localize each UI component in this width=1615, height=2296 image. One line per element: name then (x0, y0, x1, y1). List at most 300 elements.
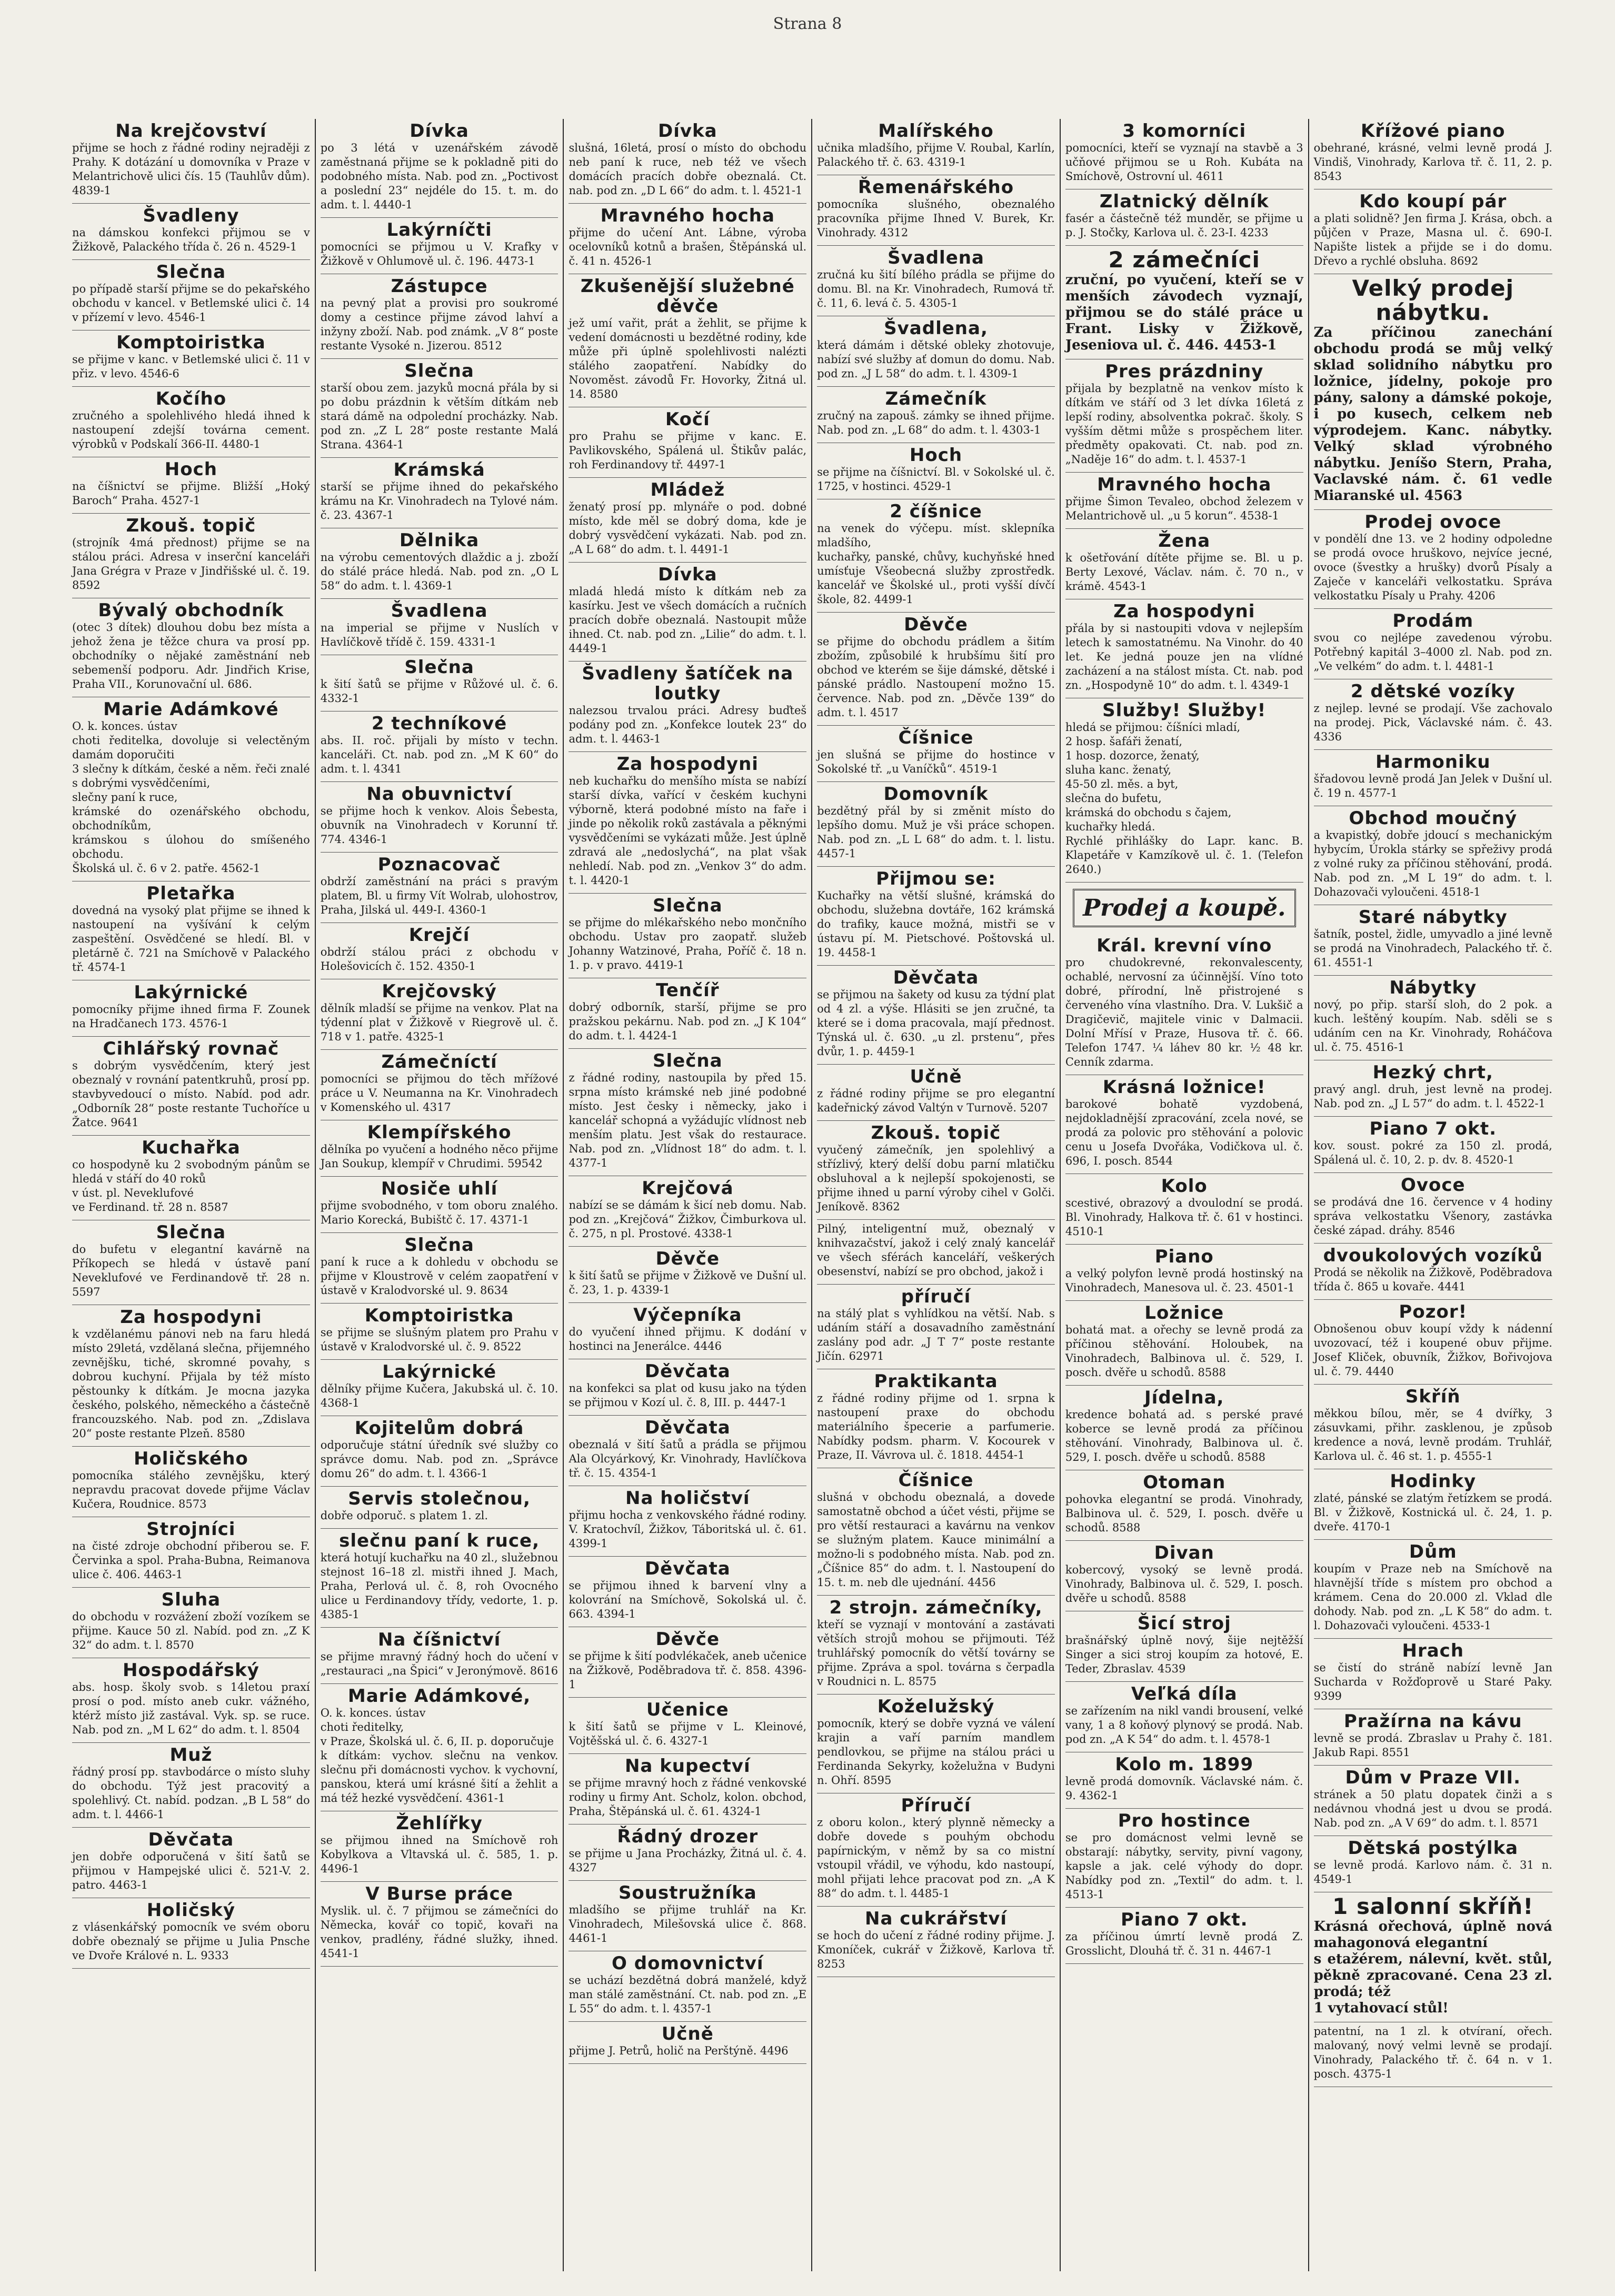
ad-body: se zařízením na nikl vandi brousení, velké vany, 1 a 8 koňový plynový se prodá. Nab. pod zn. „A K 54“ do adm. t. l. 4578-1 (1065, 1705, 1303, 1746)
ad-body: učnika mladšího, přijme V. Roubal, Karlín, Palackého tř. č. 63. 4319-1 (817, 142, 1055, 168)
ad-body: obehrané, krásné, velmi levně prodá J. Vindiš, Vinohrady, Karlova tř. č. 11, 2. p. 8543 (1313, 142, 1552, 183)
ad-body: obdrží stálou práci z obchodu v Holešovicích č. 152. 4350-1 (320, 946, 559, 972)
ad-heading: Na cukrářství (865, 1908, 1008, 1929)
ad-heading: slečnu paní k ruce, (339, 1530, 540, 1551)
ad-heading: Divan (1154, 1542, 1214, 1563)
classified-ad (321, 655, 559, 711)
classified-ad (321, 1050, 559, 1120)
ad-heading: Učně (910, 1066, 962, 1087)
ad-body: a velký polyfon levně prodá hostinský na Vinohradech, Manesova ul. č. 23. 4501-1 (1065, 1267, 1303, 1294)
ad-heading: Ovoce (1400, 1175, 1466, 1196)
ad-heading: Kuchařka (142, 1137, 241, 1158)
classified-ad (569, 1557, 806, 1627)
ad-body: na dámskou konfekci přijmou se v Žižkově, Palackého třída č. 26 n. 4529-1 (72, 226, 310, 253)
classified-ad (817, 119, 1055, 175)
classified-ad (1314, 1300, 1552, 1385)
ad-heading: Mravného hocha (600, 205, 775, 226)
ad-body: se přijmou ihned k barvení vlny a kolovrání na Smíchově, Sokolská ul. č. 663. 4394-1 (569, 1579, 807, 1620)
ad-heading: Děvčata (644, 1417, 731, 1438)
ad-heading: Číšnice (898, 1470, 974, 1491)
classified-ad (72, 1588, 310, 1658)
ad-heading: Děvčata (148, 1829, 234, 1850)
ad-heading: Příručí (901, 1795, 971, 1816)
ad-body: Za příčinou zanechání obchodu prodá se můj velký sklad solidního nábytku pro ložnice, jídelny, pokoje pro pány, salony a dámské pokoje, i po kusech, celkem neb výprodejem. Kanc. nábytky. Velký sklad výrobného nábytku. Jeníšo Stern, Praha, Vaclavské nám. č. 61 vedle Miaranské ul. 4563 (1313, 325, 1552, 504)
ad-heading: Dívka (657, 564, 717, 585)
classified-ad (1314, 1709, 1552, 1766)
classified-ad (1314, 905, 1552, 976)
ad-heading: Výčepníka (633, 1305, 742, 1326)
ad-heading: Dům v Praze VII. (1345, 1767, 1521, 1788)
ad-body: přijme se hoch z řádné rodiny nejraději z Prahy. K dotázání u domovníka v Praze v Melantrichově ulici čís. 15 (Tauhlův dům). 4839-1 (72, 142, 310, 197)
classified-ad (569, 1416, 806, 1486)
classified-ad (569, 119, 806, 204)
classified-ad (72, 1136, 310, 1220)
classified-ad (1065, 1682, 1303, 1752)
ad-heading: Za hospodyni (120, 1307, 262, 1328)
classified-ad (321, 1628, 559, 1684)
ad-body: se pro domácnost velmi levně se obstarají: nábytky, servity, pivní vagony, kapsle a jak. celé výhody do dopr. Nabídky pod zn. „Textil“ do adm. t. l. 4513-1 (1065, 1831, 1303, 1901)
ad-body: k šití šatů se přijme v Růžové ul. č. 6. 4332-1 (320, 678, 559, 705)
ad-body: levně prodá domovník. Václavské nám. č. 9. 4362-1 (1065, 1775, 1303, 1802)
classified-ad (817, 316, 1055, 387)
classified-ad (569, 274, 806, 407)
ad-body: zlaté, pánské se zlatým řetízkem se prodá. Bl. v Žižkově, Kostnická ul. č. 24, 1. p. dveře. 4170-1 (1313, 1492, 1552, 1533)
ad-body: dělník mladší se přijme na venkov. Plat na týdenní plat v Žižkově v Riegrově ul. č. 718 v 1. patře. 4325-1 (320, 1002, 559, 1043)
classified-ad (569, 1247, 806, 1303)
classified-ad (72, 1743, 310, 1828)
ad-heading: Soustružníka (618, 1882, 757, 1903)
ad-heading: Pro hostince (1118, 1810, 1251, 1831)
ad-body: s dobrým vysvědčením, který jest obeznalý v rovnání patentkruhů, prosí pp. stavbyvedoucí o místo. Nabíd. pod adr. „Odborník 28“ poste restante Tuchoříce u Žatce. 9641 (72, 1059, 310, 1129)
ad-body: pomocníci, kteří se vyznají na stavbě a 3 učňové přijmou se u Roh. Kubáta na Smíchově, Ostrovní ul. 4611 (1065, 142, 1303, 183)
classified-ad (569, 1754, 806, 1824)
classified-ad (321, 528, 559, 599)
ad-heading: 2 dětské vozíky (1350, 681, 1516, 702)
ad-heading: Prodám (1392, 610, 1474, 631)
ad-heading: Pres prázdniny (1105, 361, 1264, 382)
ad-heading: 2 strojn. zámečníky, (829, 1597, 1043, 1618)
ad-body: starší se přijme ihned do pekařského krámu na Kr. Vinohradech na Tylové nám. č. 23. 4367-1 (320, 480, 559, 522)
classified-ad (1314, 679, 1552, 750)
ad-body: se přijme mravný hoch z řádné venkovské rodiny u firmy Ant. Scholz, kolon. obchod, Praha, Štěpánská ul. č. 61. 4324-1 (569, 1777, 807, 1818)
ad-heading: O domovnictví (612, 1953, 764, 1974)
ad-heading: 2 zámečníci (1108, 247, 1260, 273)
classified-ad (72, 1037, 310, 1136)
ad-heading: Nábytky (1389, 977, 1477, 998)
classified-ad (1314, 1540, 1552, 1639)
ad-body: se přijme mravný řádný hoch do učení v „restauraci „na Špici“ v Jeronýmově. 8616 (320, 1650, 559, 1677)
ad-heading: Cihlářský rovnač (103, 1038, 280, 1059)
classified-ad (321, 119, 559, 218)
classified-ad (1314, 2022, 1552, 2087)
ad-heading: Servis stolečnou, (348, 1488, 531, 1509)
ad-body: se uchází bezdětná dobrá manželé, když man stálé zaměstnání. Ct. nab. pod zn. „E L 55“ do adm. t. l. 4357-1 (569, 1974, 807, 2015)
ad-heading: Za hospodyni (1113, 601, 1255, 622)
ad-heading: Piano (1154, 1246, 1214, 1267)
classified-ad (1314, 976, 1552, 1060)
ad-body: kov. soust. pokré za 150 zl. prodá, Spálená ul. č. 10, 2. p. dv. 8. 4520-1 (1313, 1139, 1552, 1166)
ad-heading: Bývalý obchodník (98, 600, 284, 621)
ad-heading: Krejčovský (382, 981, 497, 1002)
ad-heading: Krásná ložnice! (1102, 1077, 1266, 1098)
ad-body: k šití šatů se přijme v Žižkově ve Dušní ul. č. 23, 1. p. 4339-1 (569, 1269, 807, 1296)
ad-body: koupím v Praze neb na Smíchově na hlavnější tříde s místem pro obchod a krámem. Cena do 20.000 zl. Vklad dle dohody. Nab. pod zn. „L K 58“ do adm. t. l. Dohazovači vyloučeni. 4533-1 (1313, 1562, 1552, 1632)
classified-ad (569, 1951, 806, 2022)
classified-ad (569, 2022, 806, 2064)
classified-ad (817, 1220, 1055, 1285)
ad-body: šatník, postel, židle, umyvadlo a jiné levně se prodá na Vinohradech, Palackého tř. č. 61. 4551-1 (1313, 928, 1552, 969)
ad-body: mladšího se přijme truhlář na Kr. Vinohradech, Milešovská ulice č. 868. 4461-1 (569, 1903, 807, 1944)
ad-body: na imperial se přijme v Nuslích v Havlíčkově třídě č. 159. 4331-1 (320, 621, 559, 648)
classified-ad (72, 1220, 310, 1305)
ad-body: se prodává dne 16. července v 4 hodiny správa velkostatku Všenory, zastávka české západ. dráhy. 8546 (1313, 1196, 1552, 1237)
ad-heading: Hoch (164, 459, 217, 480)
classified-ad (1065, 1075, 1303, 1174)
classified-ad (72, 119, 310, 204)
classified-ad (1065, 359, 1303, 473)
ad-heading: Kojitelům dobrá (354, 1418, 524, 1439)
column-4 (812, 119, 1061, 2271)
ad-heading: Za hospodyni (616, 754, 759, 775)
ad-heading: Lakýrnické (134, 982, 248, 1003)
classified-ad (1065, 189, 1303, 246)
classified-ad (1065, 1908, 1303, 1964)
ad-heading: Tenčíř (656, 980, 720, 1001)
ad-heading: Děvčata (893, 967, 979, 988)
ad-heading: Poznacovač (377, 854, 501, 875)
ad-body: paní k ruce a k dohledu v obchodu se přijme v Kloustrově v celém zaopatření v ústavě v Kralodvorské ul. 9. 8634 (320, 1256, 559, 1297)
ad-heading: Veľká díla (1131, 1683, 1238, 1705)
ad-heading: Hrach (1402, 1640, 1464, 1661)
ad-body: slušná, 16letá, prosí o místo do obchodu neb paní k ruce, neb též ve všech domácích pracích dobře obeznalá. Ct. nab. pod zn. „D L 66“ do adm. t. l. 4521-1 (569, 142, 807, 197)
ad-heading: Mládež (650, 479, 725, 500)
classified-ad (1314, 750, 1552, 806)
classified-ad (817, 867, 1055, 966)
ad-body: Prodá se několik na Žižkově, Poděbradova třída č. 865 u kovaře. 4441 (1313, 1266, 1552, 1293)
classified-ad (1314, 1060, 1552, 1117)
classified-ad (569, 1881, 806, 1951)
classified-ad (1065, 246, 1303, 359)
ad-heading: Slečna (404, 1235, 474, 1256)
classified-ad (817, 1121, 1055, 1220)
ad-heading: Zástupce (391, 276, 488, 297)
ad-body: pro chudokrevné, rekonvalescenty, ochablé, nervosní za účinnější. Víno toto dobré, přírodní, lně přistrojené s červeného vína vlastního. Dra. V. Lukšič a Dragičevič, majitele vinic v Dalmacii. Dolní Mřísí v Praze, Husova tř. č. 66. Telefon 1747. ¼ láhev 80 kr. ½ 48 kr. Cenník zdarma. (1065, 956, 1303, 1068)
ad-heading: Dělnika (399, 530, 480, 551)
ad-heading: Klempířského (367, 1122, 512, 1143)
ad-heading: Pražírna na kávu (1343, 1711, 1522, 1732)
ad-heading: Otoman (1143, 1472, 1226, 1493)
ad-body: mladá hledá místo k dítkám neb za kasírku. Jest ve všech domácích a ručních pracích dobře obeznalá. Nastoupit může ihned. Ct. nab. pod zn. „Lilie“ do adm. t. l. 4449-1 (569, 585, 807, 655)
classified-ad (72, 514, 310, 598)
ad-body: hledá se přijmou: číšníci mladí, 2 hosp. šafáři ženatí, 1 hosp. dozorce, ženatý, sluha kanc. ženatý, 45-50 zl. měs. a byt, slečna do bufetu, krámská do obchodu s čajem, kuchařky hledá. Rychlé přihlášky do Lapr. kanc. B. Klapetáře v Kamzíkově ul. č. 1. (Telefon 2640.) (1065, 721, 1303, 876)
classified-ad (1065, 1541, 1303, 1611)
ad-body: a plati solidně? Jen firma J. Krása, obch. a půjčen v Praze, Masna ul. č. 690-I. Napište listek a přijde se i do domu. Dřevo a rychlé obsluha. 8692 (1313, 212, 1552, 267)
ad-body: za příčinou úmrtí levně prodá Z. Grosslicht, Dlouhá tř. č. 31 n. 4467-1 (1065, 1930, 1303, 1957)
classified-ad (1314, 1469, 1552, 1540)
ad-heading: Kočího (155, 388, 227, 409)
ad-body: O. k. konces. ústav choti ředitelka, dovoluje si velectěným damám doporučiti 3 slečny k dítkám, české a něm. řeči znalé s dobrými vysvědčeními, slečny paní k ruce, krámské do ozenářského obchodu, obchodníkům, krámskou s úlohou do smíšeného obchodu. Školská ul. č. 6 v 2. patře. 4562-1 (72, 720, 310, 875)
ad-heading: Žehlířky (396, 1813, 483, 1834)
ad-body: abs. II. roč. přijali by místo v techn. kanceláři. Ct. nab. pod zn. „M K 60“ do adm. t. l. 4341 (320, 734, 559, 775)
ad-body: pomocníci se přijmou u V. Krafky v Žižkově v Ohlumově ul. č. 196. 4473-1 (320, 240, 559, 267)
classified-ad (72, 980, 310, 1037)
ad-heading: Slečna (404, 360, 474, 382)
classified-ad (1065, 1809, 1303, 1908)
classified-ad (321, 782, 559, 853)
classified-ad (1065, 1301, 1303, 1386)
ad-heading: Hospodářský (122, 1660, 260, 1681)
classified-ad (321, 1177, 559, 1233)
ad-body: pravý angl. druh, jest levně na prodej. Nab. pod zn. „J L 57“ do adm. t. l. 4522-1 (1313, 1083, 1552, 1110)
classified-columns (67, 119, 1557, 2271)
ad-heading: Strojníci (146, 1519, 236, 1540)
classified-ad (1314, 806, 1552, 905)
ad-heading: Dívka (657, 121, 717, 142)
classified-ad (1314, 1244, 1552, 1300)
classified-ad (1314, 1117, 1552, 1173)
ad-body: zručného a spolehlivého hledá ihned k nastoupení zdejší továrna cement. výrobků v Podskalí 366-II. 4480-1 (72, 409, 310, 450)
ad-heading: Kočí (665, 409, 710, 430)
ad-body: přijme Šimon Tevaleo, obchod železem v Melantrichově ul. „u 5 korun“. 4538-1 (1065, 495, 1303, 522)
ad-body: dobře odporuč. s platem 1. zl. (320, 1509, 488, 1522)
ad-heading: Krámská (393, 459, 485, 480)
classified-ad (817, 1695, 1055, 1793)
classified-ad (569, 1359, 806, 1416)
ad-heading: Marie Adámkové, (347, 1686, 531, 1707)
classified-ad (321, 218, 559, 274)
ad-body: jež umí vařit, prát a žehlit, se přijme k vedení domácnosti u bezdětné rodiny, kde může při úplně spolehlivosti nalézti stálého zaopatření. Nabídky do Novoměst. závodů Fr. Hovorky, Žitná ul. 14. 8580 (569, 317, 807, 400)
classified-ad (72, 598, 310, 697)
ad-body: (strojník 4má přednost) přijme se na stálou práci. Adresa v inserční kanceláři Jana Grégra v Praze v Jindřišské ul. č. 19. 8592 (72, 536, 310, 591)
ad-body: O. k. konces. ústav choti ředitelky, v Praze, Školská ul. č. 6, II. p. doporučuje k dítkám: vychov. slečnu na venkov. slečnu při domácnosti vychov. k vychovní, panskou, která umí krásné šití a žehlit a má též hezké vysvědčení. 4361-1 (320, 1707, 559, 1804)
ad-heading: Prodej ovoce (1364, 512, 1502, 533)
ad-body: co hospodyně ku 2 svobodným pánům se hledá v stáří do 40 roků v úst. pl. Neveklufové ve Ferdinand. tř. 28 n. 8587 (72, 1158, 310, 1214)
ad-heading: Slečna (653, 895, 723, 916)
ad-heading: Skříň (1405, 1386, 1461, 1407)
ad-body: fasér a částečně též munděr, se přijme u p. J. Stočky, Karlova ul. č. 23-I. 4233 (1065, 212, 1303, 239)
ad-body: do bufetu v elegantní kavárně na Příkopech se hledá v ústavě paní Neveklufové ve Ferdinandově tř. 28 n. 5597 (72, 1243, 310, 1298)
ad-heading: 1 salonní skříň! (1332, 1893, 1534, 1919)
classified-ad (817, 1468, 1055, 1596)
ad-body: po 3 létá v uzenářském závodě zaměstnaná přijme se k pokladně piti do podobného místa. Nab. pod zn. „Poctivost a poslední 23“ nejdéle do 15. t. m. do adm. t. l. 4440-1 (320, 142, 559, 211)
classified-ad (1065, 599, 1303, 698)
ad-heading: Zkouš. topič (871, 1122, 1001, 1144)
ad-heading: Krejčí (408, 925, 470, 946)
ad-body: z řádné rodiny, nastoupila by před 15. srpna místo krámské neb jiné podobné místo. Jest česky i německy, jako i kancelář schopná a vyžádujíc vlídnost neb menším platu. Jest však do restaurace. Nab. pod zn. „Vlídnost 18“ do adm. t. l. 4377-1 (569, 1071, 807, 1169)
ad-heading: Staré nábytky (1358, 907, 1508, 928)
classified-ad (72, 697, 310, 881)
ad-body: levně se prodá. Zbraslav u Prahy č. 181. Jakub Rapi. 8551 (1313, 1732, 1552, 1759)
ad-body: patentní, na 1 zl. k otvíraní, ořech. malovaný, nový velmi levně se prodají. Vinohrady, Palackého tř. č. 64 n. v 1. posch. 4375-1 (1313, 2025, 1552, 2080)
ad-heading: dvoukolových vozíků (1323, 1245, 1543, 1266)
classified-ad (1314, 1836, 1552, 1892)
ad-heading: Kolo (1161, 1176, 1208, 1197)
ad-body: svou co nejlépe zavedenou výrobu. Potřebný kapitál 3–4000 zl. Nab. pod zn. „Ve velkém“ do adm. t. l. 4481-1 (1313, 631, 1552, 673)
classified-ad (569, 204, 806, 274)
classified-ad (321, 923, 559, 979)
ad-heading: Ložnice (1144, 1302, 1224, 1324)
ad-heading: Mravného hocha (1097, 474, 1272, 495)
ad-body: řádný prosí pp. stavbodárce o místo sluhy do obchodu. Týž jest pracovitý a spolehlivý. Ct. nabíd. podzan. „B L 58“ do adm. t. l. 4466-1 (72, 1766, 310, 1821)
ad-body: starší obou zem. jazyků mocná přála by si po dobu prázdnin k větším dítkám neb stará dámě na odpolední procházky. Nab. pod zn. „Z L 28“ poste restante Malá Strana. 4364-1 (320, 382, 559, 451)
ad-heading: Praktikanta (874, 1371, 998, 1392)
ad-body: přijmu hocha z venkovského řádné rodiny. V. Kratochvíl, Žižkov, Táboritská ul. č. 61. 4399-1 (569, 1509, 807, 1550)
ad-heading: Děvče (655, 1629, 720, 1650)
classified-ad (569, 1627, 806, 1698)
ad-body: se přijme do mlékařského nebo mončního obchodu. Ustav pro zaopatř. služeb Johanny Watzinové, Praha, Poříč č. 18 n. 1. p. v pravo. 4419-1 (569, 916, 807, 971)
classified-ad (817, 1065, 1055, 1121)
ad-heading: Krejčová (642, 1178, 734, 1199)
classified-ad (569, 1303, 806, 1359)
ad-body: Krásná ořechová, úplně nová mahagonová elegantní s etažérem, nálevní, květ. stůl, pěkně zpracované. Cena 23 zl. prodá; též 1 vytahovací stůl! (1313, 1919, 1552, 2016)
ad-heading: Slečna (404, 657, 474, 678)
ad-heading: Piano 7 okt. (1120, 1909, 1248, 1930)
ad-body: k šití šatů se přijme v L. Kleinové, Vojtěšská ul. č. 6. 4327-1 (569, 1720, 807, 1747)
ad-heading: Jídelna, (1144, 1387, 1224, 1408)
ad-heading: Hodinky (1390, 1471, 1477, 1492)
ad-heading: Děvče (655, 1248, 720, 1269)
ad-heading: Žena (1158, 530, 1211, 552)
ad-heading: Děvče (904, 614, 968, 635)
ad-body: obdrží zaměstnání na práci s pravým platem, Bl. u firmy Vít Wolrab, ulohostrov, Praha, Jilská ul. 449-I. 4360-1 (320, 875, 559, 916)
ad-body: barokové bohatě vyzdobená, nejdokladnější zpracování, zcela nové, se prodá za polovic pro stěhování a polovic cenu u Josefa Dvořáka, Vodičkova ul. č. 696, I. posch. 8544 (1065, 1098, 1303, 1167)
ad-body: se přijmou ihned na Smíchově roh Kobylkova a Vltavská ul. č. 585, 1. p. 4496-1 (320, 1834, 559, 1875)
ad-heading: Piano 7 okt. (1369, 1118, 1497, 1139)
classified-ad (569, 1049, 806, 1176)
column-1 (67, 119, 316, 2271)
ad-body: pomocníci se přijmou do těch mřížové práce u V. Neumanna na Kr. Vinohradech v Komenského ul. 4317 (320, 1072, 559, 1114)
ad-heading: Učně (661, 2023, 714, 2044)
classified-ad (72, 1447, 310, 1517)
classified-ad (817, 782, 1055, 867)
classified-ad (1314, 1173, 1552, 1244)
ad-heading: Na obuvnictví (366, 784, 512, 805)
ad-body: nový, po přip. starší sloh, do 2 pok. a kuch. leštěný koupím. Nab. sděli se s udáním cen na Kr. Vinohrady, Roháčova ul. č. 75. 4516-1 (1313, 998, 1552, 1054)
ad-heading: Komptoiristka (364, 1305, 514, 1326)
ad-heading: Švadlena (888, 247, 984, 268)
classified-ad (1065, 698, 1303, 883)
ad-body: se přijme hoch k venkov. Alois Šebesta, obuvník na Vinohradech v Korunní tř. 774. 4346-1 (320, 805, 559, 846)
ad-body: na výrobu cementových dlaždic a j. zboží do stálé práce hledá. Nab. pod zn. „O L 58“ do adm. t. l. 4369-1 (320, 551, 559, 592)
ad-heading: Kdo koupí pár (1359, 191, 1507, 212)
classified-ad (569, 478, 806, 563)
classified-ad (1314, 609, 1552, 679)
ad-body: přála by si nastoupiti vdova v nejlepším letech k samostatnému. Na Vinohr. do 40 let. Ke jedná pouze jen na vlídné zacházení a na stálost místa. Ct. nab. pod zn. „Hospodyně 10“ do adm. t. l. 4349-1 (1065, 622, 1303, 691)
classified-ad (72, 1898, 310, 1969)
classified-ad (1314, 1892, 1552, 2022)
ad-heading: 2 techníkové (371, 713, 507, 734)
ad-body: zruční, po vyučení, kteří se v menších závodech vyznají, přijmou se do stálé práce u Frant. Lisky v Žižkově, Jeseniova ul. č. 446. 4453-1 (1065, 272, 1303, 353)
ad-body: na číšnictví se přijme. Bližší „Hoký Baroch“ Praha. 4527-1 (72, 480, 310, 507)
ad-heading: Dívka (410, 121, 469, 142)
classified-ad (1314, 274, 1552, 510)
ad-heading: Hoch (909, 445, 963, 466)
ad-body: přijme svobodného, v tom oboru znalého. Mario Korecká, Bubištč č. 17. 4371-1 (320, 1199, 559, 1226)
classified-ad (569, 752, 806, 894)
ad-heading: Obchod moučný (1349, 808, 1518, 829)
classified-ad (569, 978, 806, 1049)
ad-heading: Koželužský (877, 1696, 995, 1717)
classified-ad (569, 1698, 806, 1754)
section-heading: Prodej a koupě. (1073, 889, 1296, 927)
ad-body: kteří se vyznají v montování a zastávati větších strojů mohou se přijmouti. Též truhlářský pomocník do větší továrny se přijme. Zpráva a spol. továrna s čerpadla v Roudnici n. L. 8575 (817, 1618, 1055, 1688)
ad-body: z nejlep. levné se prodají. Vše zachovalo na prodej. Pick, Václavské nám. č. 43. 4336 (1313, 702, 1552, 743)
ad-body: stránek a 50 platu dopatek činži a s nedávnou vhodná jest u dvou se prodá. Nab. pod zn. „A V 69“ do adm. t. l. 8571 (1313, 1788, 1552, 1829)
ad-body: se přijme na číšnictví. Bl. v Sokolské ul. č. 1725, v hostinci. 4529-1 (817, 466, 1055, 493)
ad-heading: Učenice (646, 1699, 729, 1720)
classified-ad (817, 1793, 1055, 1907)
classified-ad (321, 359, 559, 458)
ad-body: dovedná na vysoký plat přijme se ihned k nastoupení na vyšívání k celým zaspeštění. Osvědčené se hledí. Bl. v pletárně č. 721 na Smíchově v Palackého tř. 4574-1 (72, 904, 310, 974)
ad-body: scestivé, obrazový a dvoulodní se prodá. Bl. Vinohrady, Halkova tř. č. 61 v hostinci. 4510-1 (1065, 1197, 1303, 1238)
classified-ad (1065, 529, 1303, 599)
ad-heading: Kolo m. 1899 (1115, 1754, 1254, 1775)
ad-heading: Holičský (146, 1900, 235, 1921)
ad-body: vyučený zámečník, jen spolehlivý a střízlivý, který delší dobu parní mlatičku obsluhoval a k nejlepší spokojenosti, se přijme ihned u parní výroby cihel v Golči. Jeníkově. 8362 (817, 1144, 1055, 1213)
classified-ad (817, 246, 1055, 316)
ad-body: se přijme se slušným platem pro Prahu v ústavě v Kralodvorské ul. č. 9. 8522 (320, 1326, 559, 1353)
ad-heading: Marie Adámkové (103, 699, 279, 720)
ad-heading: Hezký chrt, (1372, 1062, 1493, 1083)
ad-heading: Velký prodej nábytku. (1352, 275, 1514, 325)
ad-body: dělníky přijme Kučera, Jakubská ul. č. 10. 4368-1 (320, 1382, 559, 1409)
ad-body: pomocník, který se dobře vyzná ve válení krajin a vaří parním mandlem pendlovkou, se přijme na stálou práci u Ferdinanda Sekyrky, koželužna v Budyni n. Ohří. 8595 (817, 1717, 1055, 1787)
ad-heading: Zlatnický dělník (1099, 191, 1269, 212)
ad-heading: Malířského (878, 121, 994, 142)
ad-heading: Zámečník (885, 388, 987, 409)
classified-ad (321, 979, 559, 1050)
page-folio: Strana 8 (773, 15, 842, 33)
ad-body: kobercový, vysoký se levně prodá. Vinohrady, Balbinova ul. č. 529, I. posch. dvěře u schodů. 8588 (1065, 1563, 1303, 1605)
column-5 (1061, 119, 1309, 2271)
ad-body: (otec 3 dítek) dlouhou dobu bez místa a jehož žena je těžce chura va prosí pp. obchodníky o nějaké zaměstnání neb sebemenší podporu. Adr. Jindřich Krise, Praha VII., Korunovační ul. 686. (72, 621, 310, 690)
ad-body: na venek do výčepu. míst. sklepníka mladšího, kuchařky, panské, chůvy, kuchyňské hned umísťuje Všeobecná služby zprostředk. kancelář ve Školské ul., proti vyšší dívčí škole, 82. 4499-1 (817, 522, 1055, 606)
classified-ad (321, 1120, 559, 1177)
classified-ad (817, 613, 1055, 726)
ad-body: jen slušná se přijme do hostince v Sokolské tř. „u Vaníčků“. 4519-1 (817, 748, 1055, 775)
ad-heading: Slečna (653, 1050, 723, 1071)
classified-ad (1065, 934, 1303, 1075)
ad-heading: Zkouš. topič (126, 515, 256, 536)
ad-heading: Nosiče uhlí (381, 1178, 498, 1199)
classified-ad (1065, 1470, 1303, 1541)
ad-body: na čisté zdroje obchodní přiberou se. F. Červinka a spol. Praha-Bubna, Reimanova ulice č. 406. 4463-1 (72, 1540, 310, 1581)
classified-ad (1314, 1385, 1552, 1469)
ad-heading: Slečna (156, 262, 226, 283)
ad-heading: Švadlena, (884, 318, 988, 339)
classified-ad (321, 1811, 559, 1882)
ad-body: přijme J. Petrů, holič na Perštýně. 4496 (569, 2044, 789, 2057)
ad-body: na stálý plat s vyhlídkou na větší. Nab. s udáním stáří a dosavadního zaměstnání zaslány pod adr. „J T 7“ poste restante Jičín. 62971 (817, 1307, 1055, 1362)
ad-body: po případě starší přijme se do pekařského obchodu v kancel. v Betlemské ulici č. 14 v přízemí v levo. 4546-1 (72, 283, 310, 324)
ad-heading: Na číšnictví (377, 1629, 501, 1650)
ad-heading: Zkušenější služebné děvče (580, 276, 795, 317)
ad-heading: Řemenářského (858, 177, 1014, 198)
ad-body: která dámám i dětské obleky zhotovuje, nabízí své služby ať domun do domu. Nab. pod zn. „J L 58“ do adm. t. l. 4309-1 (817, 339, 1055, 380)
ad-heading: Zámečníctí (381, 1051, 497, 1072)
ad-body: na konfekci sa plat od kusu jako na týden se přijmou v Kozí ul. č. 8, III. p. 4447-1 (569, 1382, 807, 1409)
ad-body: z řádné rodiny přijme od 1. srpna k nastoupení praxe do obchodu materiálního špecerie a parfumerie. Nabídky podsm. pharm. V. Kocourek v Praze, II. Vávrova ul. č. 1818. 4454-1 (817, 1392, 1055, 1461)
column-6 (1309, 119, 1557, 2271)
classified-ad (817, 1285, 1055, 1369)
classified-ad (72, 330, 310, 387)
classified-ad (321, 599, 559, 655)
ad-heading: V Burse práce (365, 1883, 513, 1904)
ad-body: z oboru kolon., který plynně německy a dobře dovede s pouhým obchodu papírnickým, v němž by sa co mistní vstoupil vřádil, ve výhodu, kdo nastoupí, mohl přijati lehce pracovat pod zn. „A K 88“ do adm. t. l. 4485-1 (817, 1816, 1055, 1900)
classified-ad (817, 175, 1055, 246)
classified-ad (72, 1305, 310, 1447)
ad-heading: Děvčata (644, 1558, 731, 1579)
